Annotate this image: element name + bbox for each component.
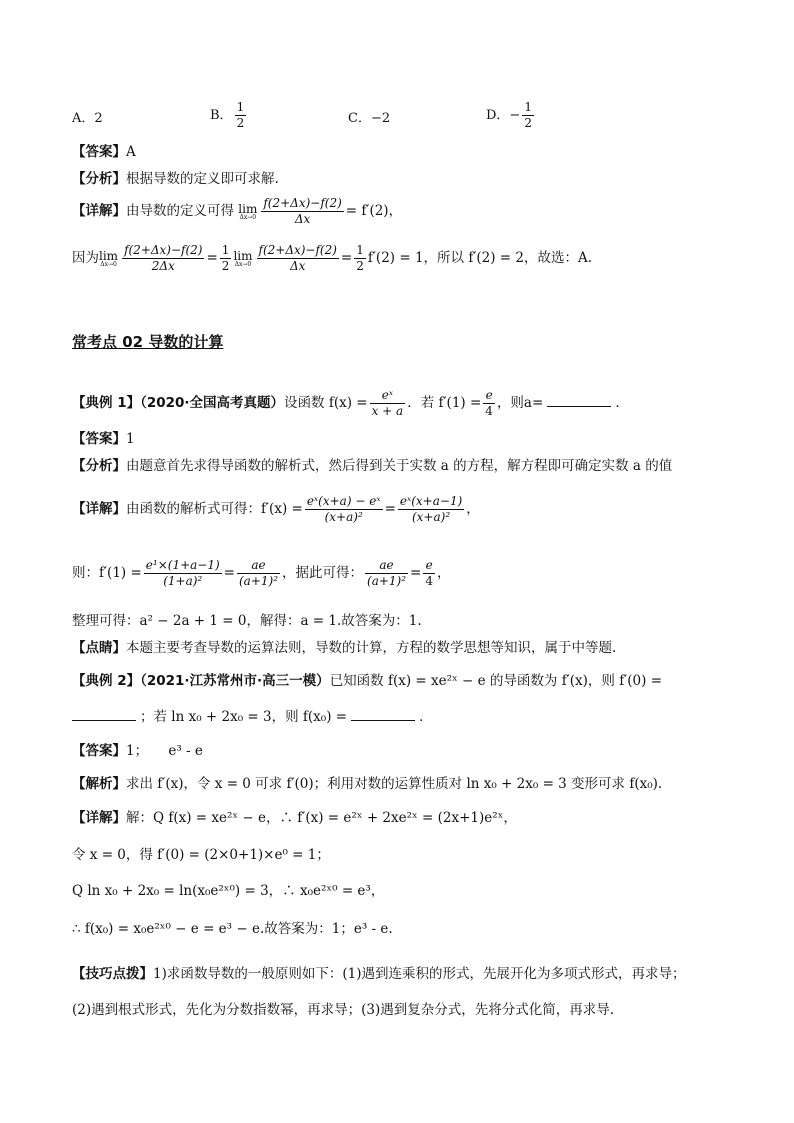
answer-blank-1[interactable] <box>72 709 136 721</box>
option-c: C．−2 <box>348 111 391 126</box>
example-1-comment <box>72 640 616 656</box>
example-source: （2021·江苏常州市·高三一模） <box>140 673 330 689</box>
lim-subscript: Δx→0 <box>239 213 257 221</box>
fraction-numerator: 1 <box>524 100 532 114</box>
comma: ， <box>466 501 480 517</box>
limit-symbol <box>238 203 257 221</box>
value-fraction <box>483 388 495 419</box>
example-1-analysis <box>72 458 672 474</box>
question-end: ． <box>615 395 629 411</box>
fraction-denominator: 2 <box>524 116 532 130</box>
question-end: ． <box>419 709 433 725</box>
question-text: 已知函数 f(x) = xe²ˣ − e 的导函数为 f′(x)，则 f′(0) = <box>329 673 663 689</box>
lim-subscript: Δx→0 <box>100 260 117 268</box>
example-1-organize: 整理可得：a² − 2a + 1 = 0，解得：a = 1.故答案为：1. <box>72 613 422 629</box>
detail-text: 由函数的解析式可得：f′(x) = <box>126 501 303 517</box>
fraction-numerator: 1 <box>236 100 245 114</box>
example-2-line-3: Q ln x₀ + 2x₀ = ln(x₀e²ˣ⁰) = 3，∴ x₀e²ˣ⁰ = e³， <box>72 883 385 899</box>
q1-derivation <box>72 243 592 274</box>
q1-detail <box>72 196 402 227</box>
detail-text: 由导数的定义可得 <box>126 203 234 219</box>
fraction-denominator: (1+a)² <box>163 574 203 588</box>
question-text: 设函数 f(x) = <box>284 395 368 411</box>
derivative-fraction-1 <box>305 494 383 525</box>
question-text: ，则a= <box>496 395 544 411</box>
fraction-denominator: 2 <box>356 259 364 273</box>
comment-tag: 【点睛】 <box>72 640 126 656</box>
fraction-denominator: (a+1)² <box>238 574 279 588</box>
fraction-denominator: (x+a)² <box>411 510 451 524</box>
example-2-line-2: 令 x = 0，得 f′(0) = (2×0+1)×e⁰ = 1； <box>72 847 330 863</box>
lim-word: lim <box>238 201 258 216</box>
fraction-numerator: f(2+Δx)−f(2) <box>124 243 203 257</box>
question-text: ；若 ln x₀ + 2x₀ = 3，则 f(x₀) = <box>140 709 348 725</box>
difference-quotient-2dx <box>122 243 204 274</box>
fraction-numerator: f(2+Δx)−f(2) <box>263 196 342 210</box>
example-tag: 【典例 1】 <box>72 395 141 411</box>
answer-value: 1 <box>126 431 135 447</box>
then-text: 则：f′(1) = <box>72 565 142 581</box>
analysis-text: 根据导数的定义即可求解. <box>126 171 279 187</box>
limit-symbol <box>99 250 118 268</box>
q1-analysis <box>72 171 279 187</box>
derivative-fraction-2 <box>398 494 464 525</box>
example-2-line-4: ∴ f(x₀) = x₀e²ˣ⁰ − e = e³ − e.故答案为：1；e³ - e. <box>72 921 393 937</box>
answer-value: A <box>126 144 136 160</box>
difference-quotient <box>261 196 343 227</box>
function-fraction <box>370 388 406 419</box>
lim-subscript: Δx→0 <box>234 260 252 268</box>
fraction-numerator: 1 <box>356 243 364 257</box>
detail-tag: 【详解】 <box>72 810 126 826</box>
answer-tag: 【答案】 <box>72 144 126 160</box>
fraction-numerator: eˣ(x+a−1) <box>399 494 463 508</box>
fraction-numerator: f(2+Δx)−f(2) <box>258 243 337 257</box>
option-b-fraction <box>235 100 247 131</box>
equation-lhs-fraction <box>365 558 408 589</box>
answer-blank[interactable] <box>547 395 611 407</box>
fraction-denominator: 4 <box>485 404 493 418</box>
fraction-numerator: ae <box>365 558 408 574</box>
example-1-question <box>72 388 629 419</box>
example-1-answer <box>72 431 135 447</box>
equals-sign: = <box>206 250 218 266</box>
tips-tag: 【技巧点拨】 <box>72 966 153 982</box>
because-text: 因为 <box>72 250 99 266</box>
answer-value: 1； e³ - e <box>126 743 203 759</box>
fraction-numerator: e¹×(1+a−1) <box>145 558 220 572</box>
analysis-text: 由题意首先求得导函数的解析式，然后得到关于实数 a 的方程，解方程即可确定实数 a 的值 <box>126 458 673 474</box>
tips-line-1 <box>72 966 685 982</box>
fraction-denominator: x + a <box>371 404 404 418</box>
example-2-jiexi <box>72 776 662 792</box>
option-d <box>486 100 536 131</box>
fraction-numerator: e <box>423 558 435 574</box>
answer-tag: 【答案】 <box>72 431 126 447</box>
question-text: ．若 f′(1) = <box>407 395 482 411</box>
comment-text: 本题主要考查导数的运算法则，导数的计算，方程的数学思想等知识，属于中等题. <box>126 640 617 656</box>
example-1-then: 则：f′(1) = $\frac{\text{e¹×(1+a−1)}}{\text{(1+a)²}}$ = $\frac{ae}{\text{(a+1)²}}$ ，据此可得： $\frac{ae}{\text{(a+1)²}}$ = $\frac{e}{4}$ ， <box>72 558 451 588</box>
fraction-numerator: eˣ <box>370 388 406 404</box>
fraction-numerator: e <box>483 388 495 404</box>
fraction-denominator: 2Δx <box>151 259 175 273</box>
limit-symbol <box>233 250 252 268</box>
fraction-denominator: Δx <box>294 212 311 226</box>
analysis-tag: 【分析】 <box>72 458 126 474</box>
option-d-label: D．− <box>486 108 521 123</box>
option-d-fraction <box>522 100 534 131</box>
option-b <box>210 100 248 131</box>
detail-result: = f′(2)， <box>345 203 403 219</box>
lim-word: lim <box>99 248 119 263</box>
example-source: （2020·全国高考真题） <box>140 395 285 411</box>
fraction-denominator: 2 <box>236 116 245 130</box>
example-2-detail <box>72 810 517 826</box>
fraction-numerator: 1 <box>221 243 230 257</box>
q1-answer <box>72 144 136 160</box>
fraction-numerator: eˣ(x+a) − eˣ <box>306 494 381 508</box>
example-1-detail: 【详解】由函数的解析式可得：f′(x) = $\frac{\text{eˣ(x+a) − eˣ}}{\text{(x+a)²}}$ = $\frac{\text{eˣ(x+a−1)}}{\text{(x+a)²}}$ ， <box>72 494 480 524</box>
comma: ， <box>437 565 451 581</box>
option-a: A．2 <box>72 111 103 126</box>
tips-text: 1)求函数导数的一般原则如下：(1)遇到连乘积的形式，先展开化为多项式形式，再求导； <box>153 966 686 982</box>
analysis-tag: 【分析】 <box>72 171 126 187</box>
jiexi-text: 求出 f′(x)，令 x = 0 可求 f′(0)；利用对数的运算性质对 ln x₀ + 2x₀ = 3 变形可求 f(x₀). <box>126 776 663 792</box>
example-2-question-line-2 <box>72 709 433 725</box>
then-middle-text: ，据此可得： <box>282 565 364 581</box>
fraction-denominator: (x+a)² <box>324 510 363 524</box>
fraction-numerator: ae <box>237 558 280 574</box>
evaluated-fraction-2 <box>237 558 280 589</box>
tips-line-2: (2)遇到根式形式，先化为分数指数幂，再求导；(3)遇到复杂分式，先将分式化简，再求导. <box>72 1002 615 1018</box>
fraction-denominator: 2 <box>221 259 230 273</box>
derivation-result: f′(2) = 1，所以 f′(2) = 2，故选：A. <box>367 250 593 266</box>
fraction-denominator: (a+1)² <box>367 574 407 588</box>
lim-word: lim <box>233 248 253 263</box>
example-2-question-line-1 <box>72 673 662 689</box>
option-b-label: B． <box>210 108 233 123</box>
fraction-denominator: Δx <box>289 259 306 273</box>
answer-tag: 【答案】 <box>72 743 126 759</box>
detail-tag: 【详解】 <box>72 501 126 517</box>
equation-rhs-fraction <box>423 558 435 589</box>
answer-blank-2[interactable] <box>351 709 415 721</box>
example-2-answer <box>72 743 203 759</box>
equals-sign: = <box>340 250 353 266</box>
fraction-denominator: 4 <box>425 574 433 588</box>
detail-tag: 【详解】 <box>72 203 126 219</box>
section-title: 常考点 02 导数的计算 <box>72 333 224 351</box>
half-fraction <box>354 243 366 274</box>
detail-text: 解：Q f(x) = xe²ˣ − e，∴ f′(x) = e²ˣ + 2xe²ˣ = (2x+1)e²ˣ， <box>126 810 517 826</box>
example-tag: 【典例 2】 <box>72 673 141 689</box>
jiexi-tag: 【解析】 <box>72 776 126 792</box>
evaluated-fraction-1 <box>144 558 222 589</box>
difference-quotient <box>257 243 339 274</box>
half-fraction <box>220 243 232 274</box>
